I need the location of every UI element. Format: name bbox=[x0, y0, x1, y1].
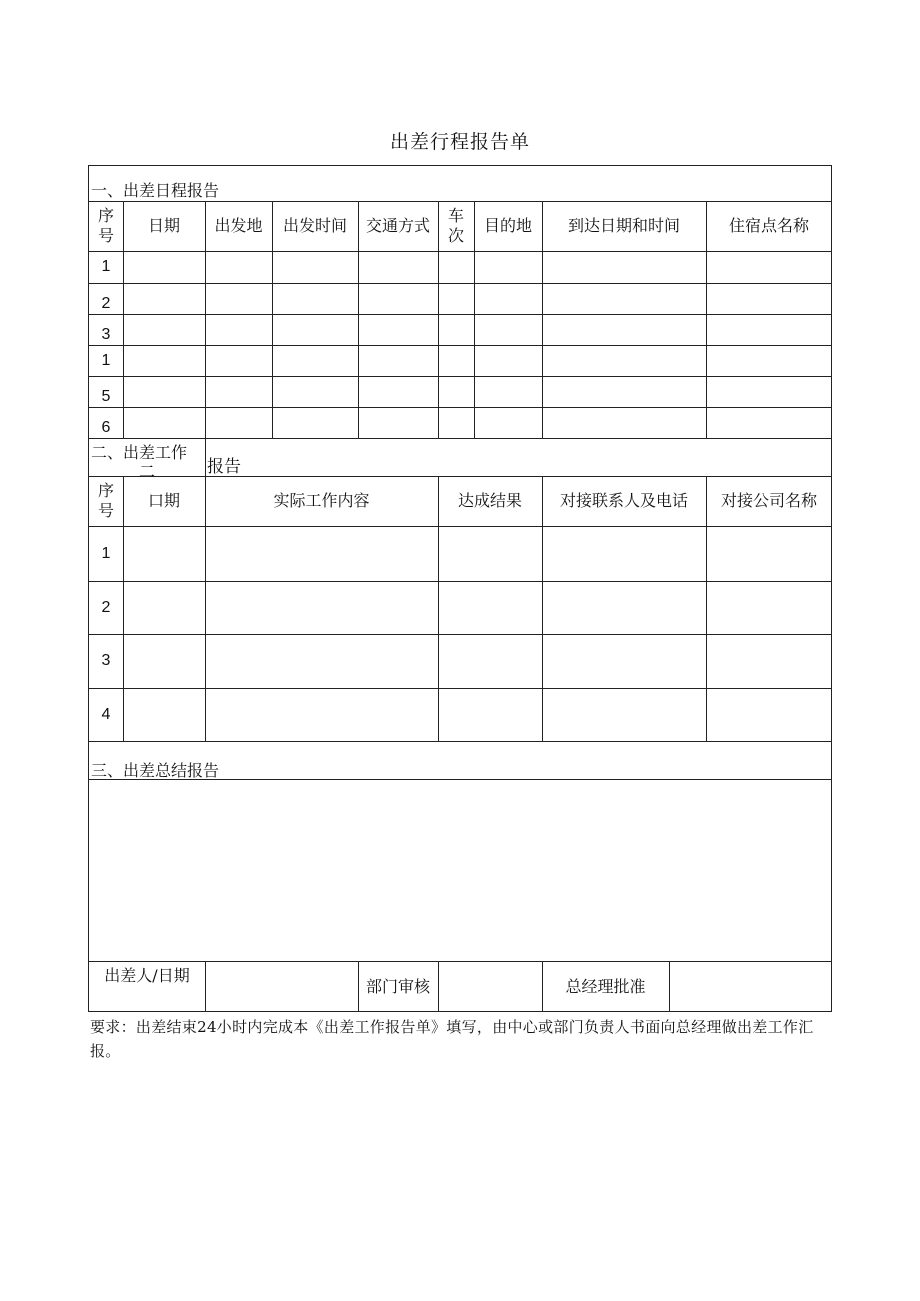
row-number: 5 bbox=[101, 387, 111, 405]
header-contact: 对接联系人及电话 bbox=[559, 491, 688, 510]
row-number: 4 bbox=[101, 705, 111, 723]
header-arrival: 到达日期和时间 bbox=[567, 216, 680, 235]
divider bbox=[89, 345, 832, 346]
header-seq: 序号 bbox=[98, 206, 115, 245]
divider bbox=[89, 283, 832, 284]
divider bbox=[89, 741, 832, 742]
row-number: 3 bbox=[101, 325, 111, 343]
section2-heading-suffix: 报告 bbox=[207, 457, 241, 476]
divider bbox=[438, 961, 439, 1012]
gm-approval-label: 总经理批准 bbox=[565, 977, 646, 996]
report-form bbox=[88, 165, 832, 1012]
divider bbox=[89, 251, 832, 252]
row-number: 2 bbox=[101, 598, 111, 616]
header-transport: 交通方式 bbox=[365, 216, 430, 235]
divider bbox=[205, 961, 206, 1012]
header-lodging: 住宿点名称 bbox=[728, 216, 809, 235]
section2-heading: 二、出差工作 bbox=[91, 443, 188, 462]
traveler-date-label: 出差人/日期 bbox=[104, 966, 190, 985]
header-work-content: 实际工作内容 bbox=[273, 491, 370, 510]
header-departure: 出发地 bbox=[214, 216, 263, 235]
divider bbox=[89, 634, 832, 635]
header-date: 日期 bbox=[147, 216, 180, 235]
divider bbox=[89, 376, 832, 377]
dept-review-label: 部门审核 bbox=[365, 977, 430, 996]
row-number: 6 bbox=[101, 418, 111, 436]
section2-heading-overflow: 二 bbox=[139, 462, 156, 476]
row-number: 3 bbox=[101, 652, 111, 669]
header-destination: 目的地 bbox=[483, 216, 532, 235]
header-result: 达成结果 bbox=[457, 491, 522, 510]
divider bbox=[205, 438, 206, 476]
divider bbox=[89, 688, 832, 689]
row-number: 1 bbox=[101, 544, 111, 562]
requirement-note: 要求：出差结束24小时内完成本《出差工作报告单》填写，由中心或部门负责人书面向总经理做出差工作汇报。 bbox=[90, 1018, 814, 1060]
divider bbox=[89, 314, 832, 315]
divider bbox=[669, 961, 670, 1012]
divider bbox=[89, 438, 832, 439]
header-seq: 序号 bbox=[98, 481, 115, 520]
section3-heading: 三、出差总结报告 bbox=[91, 761, 220, 780]
header-departure-time: 出发时间 bbox=[282, 216, 347, 235]
header-train-no: 车次 bbox=[448, 206, 465, 245]
page-title: 出差行程报告单 bbox=[389, 131, 530, 153]
row-number: 1 bbox=[101, 351, 111, 369]
row-number: 2 bbox=[101, 294, 111, 312]
section1-heading: 一、出差日程报告 bbox=[91, 181, 220, 200]
divider bbox=[89, 526, 832, 527]
row-number: 1 bbox=[101, 258, 111, 275]
header-company: 对接公司名称 bbox=[720, 491, 817, 510]
divider bbox=[89, 581, 832, 582]
header-date: 口期 bbox=[147, 491, 180, 510]
divider bbox=[89, 407, 832, 408]
